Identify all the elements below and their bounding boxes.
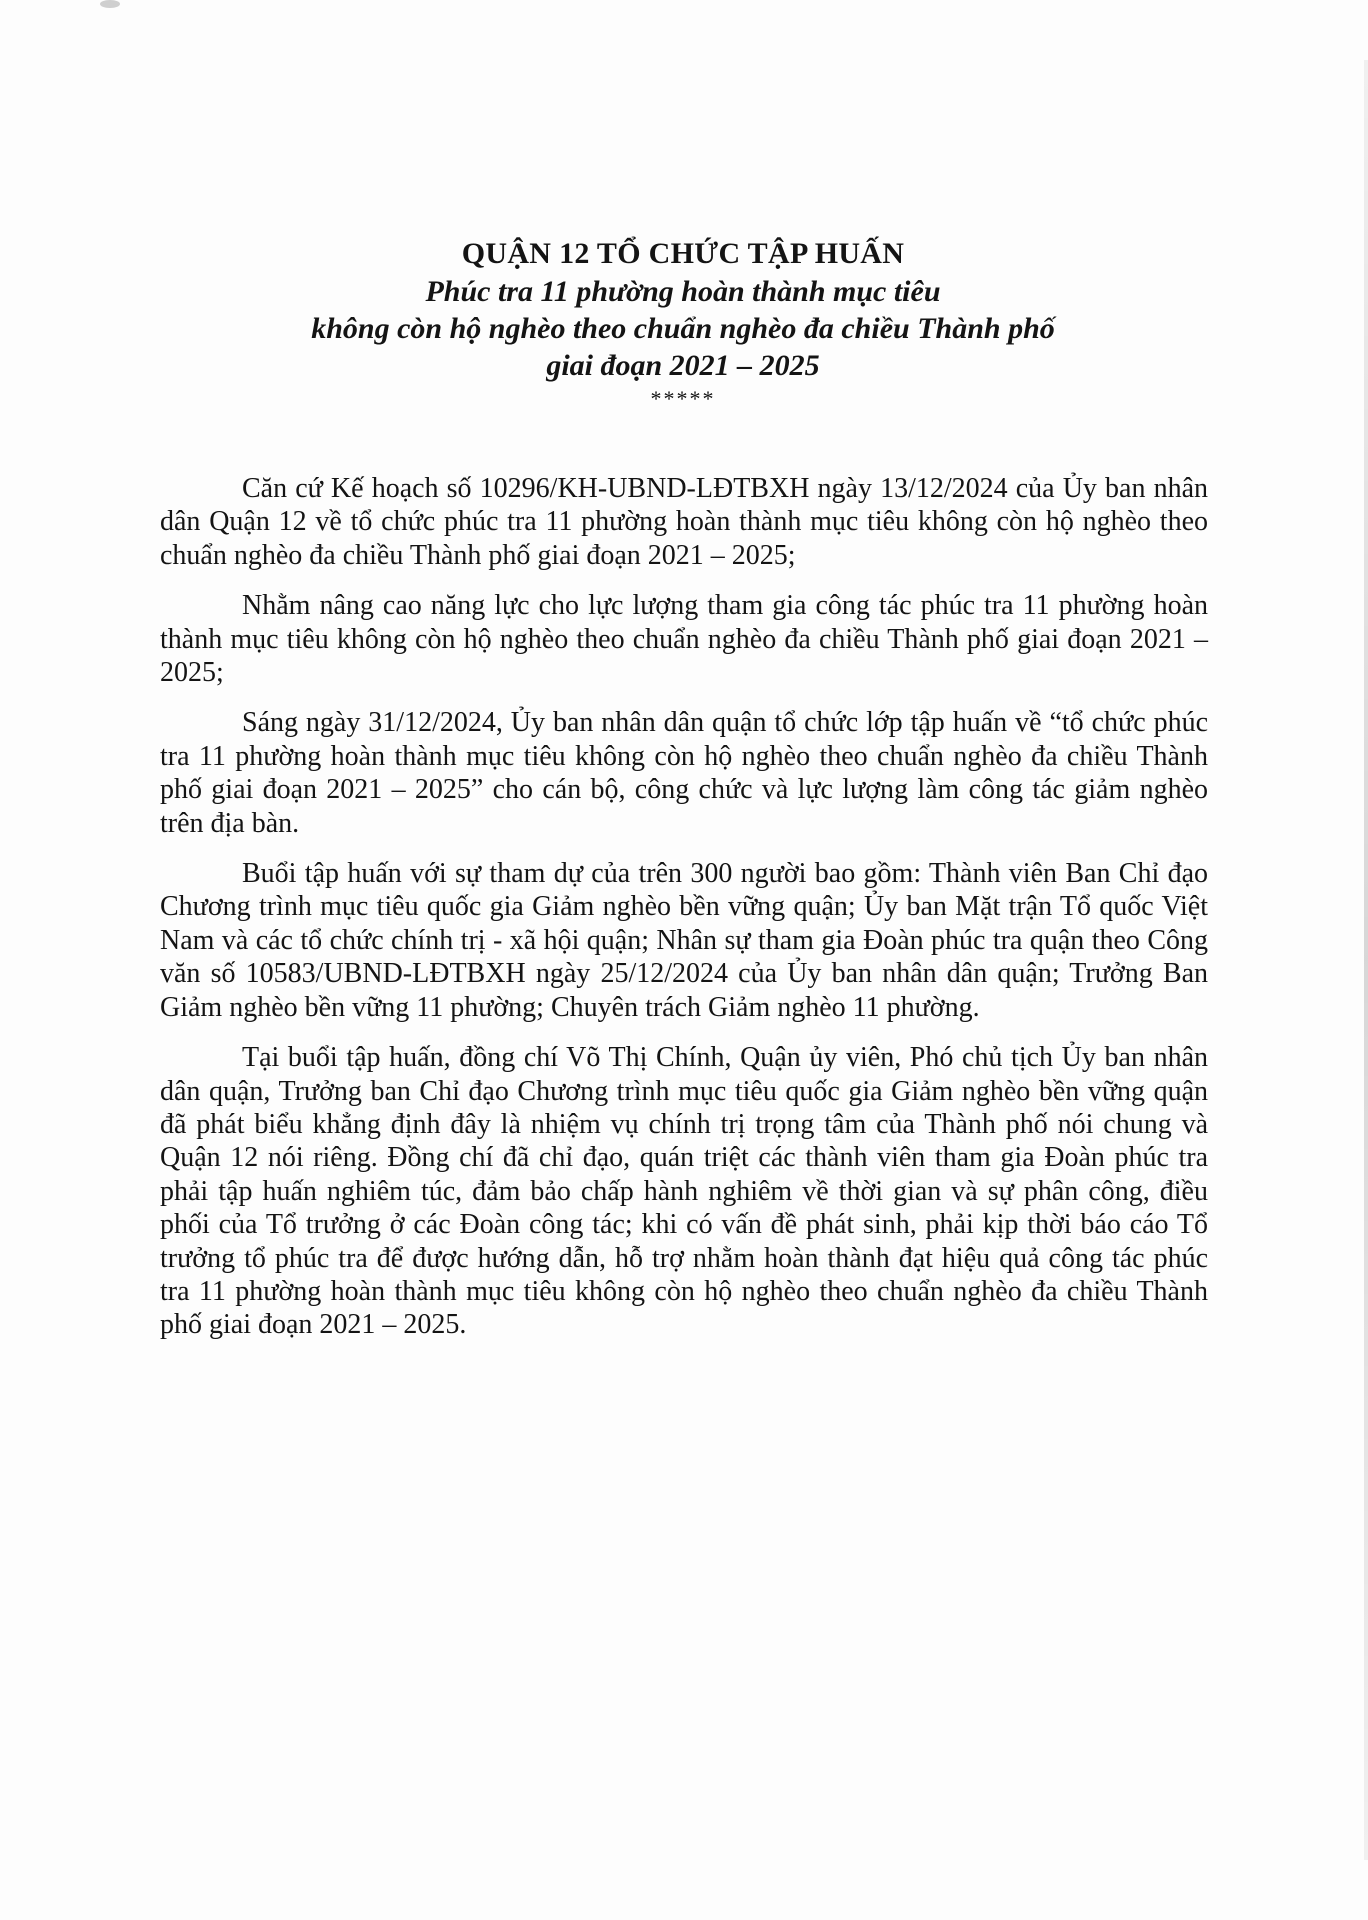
scan-edge-shadow [1364,60,1368,1860]
document-title: QUẬN 12 TỔ CHỨC TẬP HUẤN [461,237,905,270]
subtitle-line-2: không còn hộ nghèo theo chuẩn nghèo đa chiều Thành phố [311,312,1055,345]
separator-stars: ***** [650,386,716,411]
paragraph-training-event: Sáng ngày 31/12/2024, Ủy ban nhân dân quận tổ chức lớp tập huấn về “tổ chức phúc tra 11 phường hoàn thành mục tiêu không còn hộ nghèo theo chuẩn nghèo đa chiều Thành phố giai đoạn 2021 – 2025” cho cán bộ, công chức và lực lượng làm công tác giảm nghèo trên địa bàn. [160,707,1208,839]
document-header [160,235,1206,410]
document-body [160,472,1208,1359]
scan-artifact [100,0,120,8]
paragraph-attendees: Buổi tập huấn với sự tham dự của trên 300 người bao gồm: Thành viên Ban Chỉ đạo Chương trình mục tiêu quốc gia Giảm nghèo bền vững quận; Ủy ban Mặt trận Tổ quốc Việt Nam và các tổ chức chính trị - xã hội quận; Nhân sự tham gia Đoàn phúc tra quận theo Công văn số 10583/UBND-LĐTBXH ngày 25/12/2024 của Ủy ban nhân dân quận; Trưởng Ban Giảm nghèo bền vững 11 phường; Chuyên trách Giảm nghèo 11 phường. [160,858,1208,1023]
subtitle-line-1: Phúc tra 11 phường hoàn thành mục tiêu [425,275,941,308]
paragraph-speech: Tại buổi tập huấn, đồng chí Võ Thị Chính, Quận ủy viên, Phó chủ tịch Ủy ban nhân dân quận, Trưởng ban Chỉ đạo Chương trình mục tiêu quốc gia Giảm nghèo bền vững quận đã phát biểu khẳng định đây là nhiệm vụ chính trị trọng tâm của Thành phố nói chung và Quận 12 nói riêng. Đồng chí đã chỉ đạo, quán triệt các thành viên tham gia Đoàn phúc tra phải tập huấn nghiêm túc, đảm bảo chấp hành nghiêm về thời gian và sự phân công, điều phối của Tổ trưởng ở các Đoàn công tác; khi có vấn đề phát sinh, phải kịp thời báo cáo Tổ trưởng tổ phúc tra để được hướng dẫn, hỗ trợ nhằm hoàn thành đạt hiệu quả công tác phúc tra 11 phường hoàn thành mục tiêu không còn hộ nghèo theo chuẩn nghèo đa chiều Thành phố giai đoạn 2021 – 2025. [160,1042,1208,1341]
paragraph-purpose: Nhằm nâng cao năng lực cho lực lượng tham gia công tác phúc tra 11 phường hoàn thành mục tiêu không còn hộ nghèo theo chuẩn nghèo đa chiều Thành phố giai đoạn 2021 – 2025; [160,590,1208,689]
paragraph-basis: Căn cứ Kế hoạch số 10296/KH-UBND-LĐTBXH ngày 13/12/2024 của Ủy ban nhân dân Quận 12 về tổ chức phúc tra 11 phường hoàn thành mục tiêu không còn hộ nghèo theo chuẩn nghèo đa chiều Thành phố giai đoạn 2021 – 2025; [160,473,1208,571]
subtitle-line-3: giai đoạn 2021 – 2025 [546,349,820,382]
